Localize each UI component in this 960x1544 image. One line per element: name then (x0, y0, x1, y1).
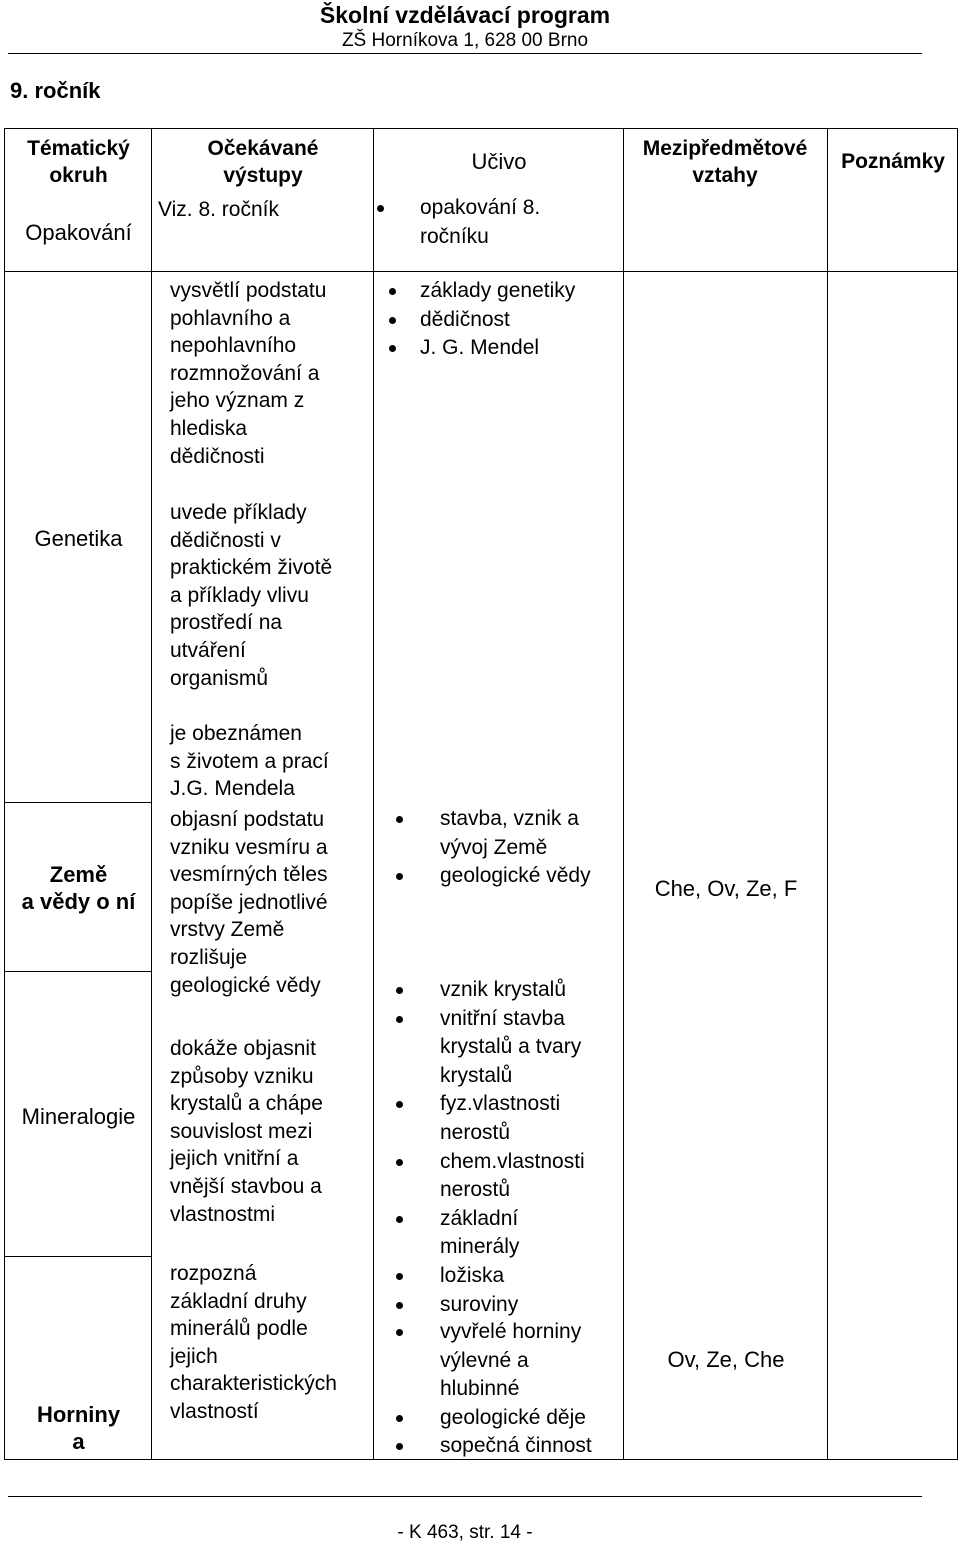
list-item: ložiska (440, 1262, 585, 1291)
list-item: sopečná činnost (440, 1432, 592, 1461)
header-notes: Poznámky (841, 150, 945, 173)
document-title: Školní vzdělávací program (319, 2, 611, 28)
bullet-icon (396, 1415, 403, 1422)
row-divider-mineralogy (4, 1256, 151, 1257)
outcome-genetics-2: uvede příklady dědičnosti v praktickém životě a příklady vlivu prostředí na utváření organismů (170, 501, 333, 690)
list-item: fyz.vlastnosti nerostů (440, 1090, 585, 1147)
column-divider-2 (373, 128, 374, 1460)
bullet-icon (389, 288, 396, 295)
bullet-icon (389, 345, 396, 352)
outcome-mineralogy-1: dokáže objasnit způsoby vzniku krystalů a chápe souvislost mezi jejich vnitřní a vnější stavbou a vlastnostmi (170, 1037, 323, 1226)
list-item: geologické děje (440, 1404, 592, 1433)
bullet-icon (396, 1216, 403, 1223)
bullet-icon (377, 205, 384, 212)
list-item: chem.vlastnosti nerostů (440, 1148, 585, 1205)
bullet-icon (396, 1329, 403, 1336)
column-divider-4 (827, 128, 828, 1460)
list-item: geologické vědy (440, 862, 591, 891)
curriculum-genetics-list (420, 277, 575, 363)
header-topic: Tématický okruh (27, 137, 130, 187)
header-outcomes: Očekávané výstupy (207, 137, 319, 187)
topic-review: Opakování (25, 220, 132, 245)
header-curriculum: Učivo (471, 149, 527, 174)
row-divider-genetics (4, 802, 151, 803)
table-right-border (957, 128, 958, 1460)
bullet-icon (396, 1443, 403, 1450)
curriculum-earth-list (440, 805, 591, 891)
page-footer: - K 463, str. 14 - (397, 1522, 533, 1543)
topic-genetics: Genetika (34, 526, 123, 551)
grade-heading: 9. ročník (10, 78, 101, 103)
outcome-mineralogy-2: rozpozná základní druhy minerálů podle jejich charakteristických vlastností (170, 1262, 337, 1423)
outcome-earth: objasní podstatu vzniku vesmíru a vesmírných těles popíše jednotlivé vrstvy Země rozlišuje geologické vědy (170, 808, 328, 997)
bullet-icon (396, 816, 403, 823)
topic-mineralogy: Mineralogie (21, 1104, 136, 1129)
bullet-icon (396, 873, 403, 880)
list-item: stavba, vznik a vývoj Země (440, 805, 591, 862)
header-cross-curricular: Mezipředmětové vztahy (642, 137, 808, 187)
topic-rocks: Horniny a (36, 1402, 121, 1454)
outcome-genetics-1: vysvětlí podstatu pohlavního a nepohlavního rozmnožování a jeho význam z hlediska dědičnosti (170, 279, 327, 468)
list-item: vyvřelé horniny výlevné a hlubinné (440, 1318, 592, 1404)
bullet-icon (396, 1101, 403, 1108)
table-top-border (4, 128, 958, 129)
list-item: suroviny (440, 1291, 585, 1320)
bullet-icon (396, 987, 403, 994)
curriculum-review-list (420, 194, 540, 251)
row-divider-earth (4, 971, 151, 972)
topic-earth: Země a vědy o ní (21, 862, 136, 914)
curriculum-mineralogy-list (440, 976, 585, 1319)
cross-curricular-earth: Che, Ov, Ze, F (654, 876, 798, 901)
list-item: vnitřní stavba krystalů a tvary krystalů (440, 1005, 585, 1091)
list-item: J. G. Mendel (420, 334, 575, 363)
column-divider-3 (623, 128, 624, 1460)
cross-curricular-mineralogy: Ov, Ze, Che (667, 1347, 785, 1372)
column-divider-1 (151, 128, 152, 1460)
school-address: ZŠ Horníkova 1, 628 00 Brno (341, 30, 589, 51)
bullet-icon (396, 1159, 403, 1166)
bullet-icon (389, 317, 396, 324)
bullet-icon (396, 1016, 403, 1023)
header-divider (8, 53, 922, 54)
list-item: opakování 8. ročníku (420, 194, 540, 251)
list-item: základní minerály (440, 1205, 585, 1262)
list-item: dědičnost (420, 306, 575, 335)
row-divider-header (4, 271, 958, 272)
outcome-review: Viz. 8. ročník (158, 198, 279, 221)
outcome-genetics-3: je obeznámen s životem a prací J.G. Mendela (170, 722, 329, 801)
footer-divider (8, 1496, 922, 1497)
bullet-icon (396, 1302, 403, 1309)
list-item: vznik krystalů (440, 976, 585, 1005)
bullet-icon (396, 1273, 403, 1280)
list-item: základy genetiky (420, 277, 575, 306)
table-left-border (4, 128, 5, 1460)
curriculum-rocks-list (440, 1318, 592, 1461)
